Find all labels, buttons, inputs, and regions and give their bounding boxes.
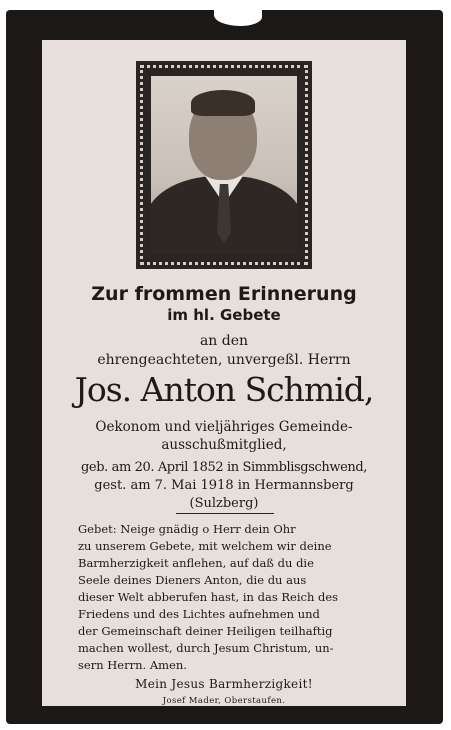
portrait-hair <box>191 90 255 116</box>
deceased-name: Jos. Anton Schmid, <box>74 370 374 409</box>
prayer-line: Friedens und des Lichtes aufnehmen und <box>78 607 320 621</box>
prayer-amen: sern Herrn. Amen. <box>78 658 187 672</box>
prayer-line: Barmherzigkeit anflehen, auf daß du die <box>78 556 314 570</box>
prayer-line: der Gemeinschaft deiner Heiligen teilhaftig <box>78 624 333 638</box>
prayer-line: zu unserem Gebete, mit welchem wir deine <box>78 539 332 553</box>
occupation-line-1: Oekonom und vieljähriges Gemeinde- <box>95 419 353 435</box>
line-an-den: an den <box>199 333 249 349</box>
prayer-line: machen wollest, durch Jesum Christum, un- <box>78 641 334 655</box>
printer-credit: Josef Mader, Oberstaufen. <box>162 696 286 706</box>
occupation-line-2: ausschußmitglied, <box>161 437 287 453</box>
closing-invocation: Mein Jesus Barmherzigkeit! <box>135 677 313 691</box>
subheading: im hl. Gebete <box>167 306 281 324</box>
death-place: (Sulzberg) <box>189 496 259 511</box>
portrait-frame <box>136 61 312 269</box>
honorific-line: ehrengeachteten, unvergeßl. Herrn <box>97 352 351 368</box>
prayer-line: dieser Welt abberufen hast, in das Reich des <box>78 590 339 604</box>
birth-line: geb. am 20. April 1852 in Simmblisgschwend, <box>81 460 367 475</box>
death-line: gest. am 7. Mai 1918 in Hermannsberg <box>94 478 354 493</box>
divider <box>176 513 274 514</box>
heading: Zur frommen Erinnerung <box>91 283 357 305</box>
prayer-line: Seele deines Dieners Anton, die du aus <box>78 573 307 587</box>
portrait-photo <box>151 76 297 254</box>
prayer-line: Gebet: Neige gnädig o Herr dein Ohr <box>78 522 296 536</box>
